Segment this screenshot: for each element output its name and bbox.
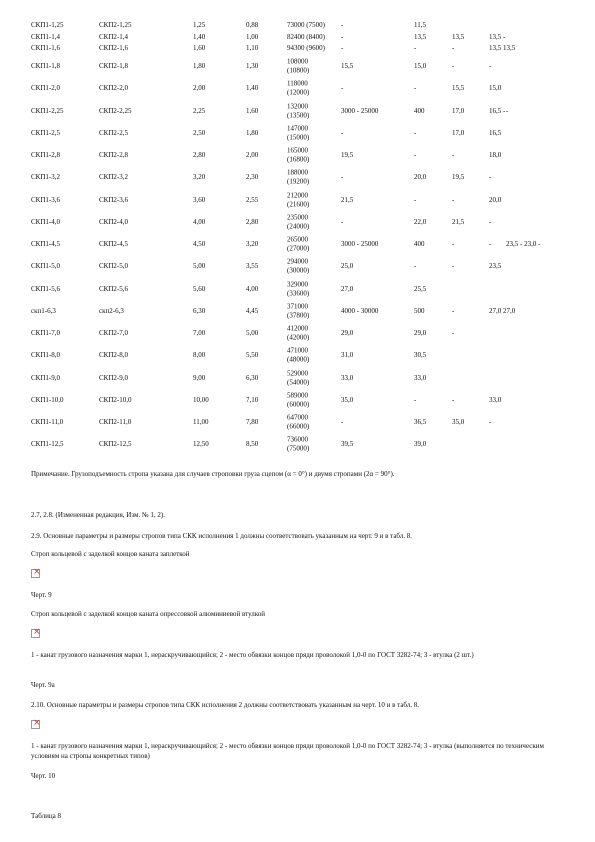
table-cell: 1,80 [193, 61, 206, 70]
table-cell: 4,00 [246, 284, 259, 293]
table-row [0, 78, 595, 98]
table-cell: 8,00 [193, 350, 206, 359]
table-cell: 9,00 [193, 373, 206, 382]
table-cell: 17,0 [452, 106, 465, 115]
table-cell: 33,0 [414, 373, 427, 382]
table-cell: 3,60 [193, 195, 206, 204]
table-cell: СКП1-2,8 [31, 150, 60, 159]
table-cell: СКП2-1,25 [99, 20, 132, 29]
table-cell: 329000 (33600) [287, 280, 310, 297]
table-cell: 165000 (16800) [287, 146, 310, 163]
table-row [0, 390, 595, 410]
table-label: Таблица 8 [31, 812, 61, 820]
table-cell: 27,0 27,0 [489, 306, 516, 315]
table-cell: 471000 (48000) [287, 346, 310, 363]
table-cell: 15,0 [414, 61, 427, 70]
table-cell: СКП2-1,8 [99, 61, 128, 70]
table-cell: 5,00 [246, 328, 259, 337]
table-cell: 15,5 [452, 83, 465, 92]
table-cell: 13,5 [452, 32, 465, 41]
table-cell: СКП2-4,5 [99, 239, 128, 248]
table-cell: - [414, 395, 417, 404]
table-cell: СКП2-8,0 [99, 350, 128, 359]
table-cell: 1,40 [246, 83, 259, 92]
table-cell: 15,0 [489, 83, 502, 92]
table-cell: 500 [414, 306, 425, 315]
table-cell: 3,55 [246, 261, 259, 270]
table-cell: СКП1-4,0 [31, 217, 60, 226]
table-cell: 30,5 [414, 350, 427, 359]
table-cell: 5,00 [193, 261, 206, 270]
table-cell: 188000 (19200) [287, 168, 310, 185]
table-cell: 16,5 [489, 128, 502, 137]
figure-legend: 1 - канат грузового назначения марки 1, нераскручивающийся; 2 - место обвязки концов пряди проволокой 1,0-0 по ГОСТ 3282-74; 3 - втулка (2 шт.) [31, 651, 474, 659]
table-cell: - [414, 150, 417, 159]
table-cell: - [341, 83, 344, 92]
table-cell: 3,20 [193, 172, 206, 181]
table-cell: 39,0 [414, 439, 427, 448]
table-cell: 2,80 [193, 150, 206, 159]
broken-image-icon [31, 629, 40, 638]
table-cell: 589000 (60000) [287, 391, 310, 408]
table-cell: 20,0 [489, 195, 502, 204]
table-cell: СКП2-11,0 [99, 417, 132, 426]
table-cell: 132000 (13500) [287, 102, 310, 119]
table-row [0, 279, 595, 299]
table-cell: СКП2-10,0 [99, 395, 132, 404]
table-cell: СКП1-3,6 [31, 195, 60, 204]
table-cell: СКП1-7,0 [31, 328, 60, 337]
table-cell: 13,5 [414, 32, 427, 41]
table-cell: 35,0 [341, 395, 354, 404]
table-cell: 7,00 [193, 328, 206, 337]
table-cell: - [452, 306, 455, 315]
edit-note: 2.7, 2.8. (Измененная редакция, Изм. № 1, 2). [31, 511, 165, 519]
table-cell: 12,50 [193, 439, 209, 448]
table-cell: СКП1-5,6 [31, 284, 60, 293]
table-cell: 400 [414, 106, 425, 115]
table-row [0, 190, 595, 210]
table-cell: - [452, 43, 455, 52]
paragraph-2-10: 2.10. Основные параметры и размеры стропов типа СКК исполнения 2 должны соответствовать указанным на черт. 10 и в табл. 8. [31, 701, 420, 709]
table-cell: 7,10 [246, 395, 259, 404]
table-cell: СКП1-5,0 [31, 261, 60, 270]
table-cell: 82400 (8400) [287, 32, 325, 41]
table-cell: 29,0 [414, 328, 427, 337]
table-cell: 29,0 [341, 328, 354, 337]
table-cell: 16,5 - [489, 106, 506, 115]
table-row [0, 345, 595, 365]
table-cell: 5,50 [246, 350, 259, 359]
table-cell: 3000 - 25000 [341, 106, 379, 115]
broken-image-icon [31, 720, 40, 729]
table-cell: СКП1-10,0 [31, 395, 64, 404]
table-cell: 212000 (21600) [287, 191, 310, 208]
table-cell: - [489, 172, 492, 181]
table-cell: 20,0 [414, 172, 427, 181]
table-cell: СКП1-3,2 [31, 172, 60, 181]
table-cell: 11,00 [193, 417, 209, 426]
table-cell: 4000 - 30000 [341, 306, 379, 315]
table-cell: 736000 (75000) [287, 435, 310, 452]
table-cell: СКП1-2,5 [31, 128, 60, 137]
table-cell: 13,5 - [489, 32, 506, 41]
table-cell: 1,40 [193, 32, 206, 41]
figure-legend: 1 - канат грузового назначения марки 1, нераскручивающийся; 2 - место обвязки концов пряди проволокой 1,0-0 по ГОСТ 3282-74; 3 - втулка (выполняется по техническим условиям на стропы конкретных типов) [31, 742, 544, 760]
table-cell: 0,88 [246, 20, 259, 29]
table-cell: - [341, 128, 344, 137]
table-row [0, 323, 595, 343]
table-cell: 5,60 [193, 284, 206, 293]
table-cell: СКП2-3,6 [99, 195, 128, 204]
table-cell: - [341, 43, 344, 52]
table-cell: 23,5 - 23,0 - [506, 239, 541, 248]
table-cell: 33,0 [489, 395, 502, 404]
table-cell: СКП2-7,0 [99, 328, 128, 337]
table-cell: СКП1-8,0 [31, 350, 60, 359]
table-note: Примечание. Грузоподъемность стропа указана для случаев строповки груза сцепом (α = 0°) и двумя стропами (2α = 90°). [31, 470, 395, 478]
table-row [0, 212, 595, 232]
table-row [0, 368, 595, 388]
table-cell: 2,25 [193, 106, 206, 115]
table-cell: 18,0 [489, 150, 502, 159]
table-cell: 1,30 [246, 61, 259, 70]
table-cell: - [452, 239, 455, 248]
table-cell: - [489, 217, 492, 226]
table-cell: 25,5 [414, 284, 427, 293]
table-cell: 21,5 [452, 217, 465, 226]
table-cell: 19,5 [341, 150, 354, 159]
figure-caption: Строп кольцевой с заделкой концов каната заплеткой [31, 550, 190, 558]
table-cell: 108000 (10800) [287, 57, 310, 74]
table-cell: 1,60 [246, 106, 259, 115]
table-row [0, 101, 595, 121]
table-row [0, 123, 595, 143]
table-cell: 21,5 [341, 195, 354, 204]
table-cell: - [414, 261, 417, 270]
table-cell: 27,0 [341, 284, 354, 293]
table-cell: - [452, 261, 455, 270]
table-row [0, 301, 595, 321]
table-cell: 6,30 [246, 373, 259, 382]
table-cell: 94300 (9600) [287, 43, 325, 52]
table-cell: - [452, 195, 455, 204]
table-cell: - [341, 217, 344, 226]
table-cell: 73000 (7500) [287, 20, 325, 29]
table-cell: - [414, 195, 417, 204]
table-cell: 1,80 [246, 128, 259, 137]
table-row [0, 234, 595, 254]
table-cell: 39,5 [341, 439, 354, 448]
paragraph-2-9: 2.9. Основные параметры и размеры стропов типа СКК исполнения 1 должны соответствовать указанным на черт. 9 и в табл. 8. [31, 532, 413, 540]
table-cell: 10,00 [193, 395, 209, 404]
table-cell: СКП2-1,6 [99, 43, 128, 52]
table-cell: СКП1-2,0 [31, 83, 60, 92]
table-cell: - [341, 20, 344, 29]
table-cell: СКП1-1,6 [31, 43, 60, 52]
table-cell: - [452, 395, 455, 404]
table-cell: 35,0 [452, 417, 465, 426]
table-cell: 23,5 [489, 261, 502, 270]
table-cell: - [489, 61, 492, 70]
table-cell: 8,50 [246, 439, 259, 448]
table-row [0, 434, 595, 454]
broken-image-icon [31, 569, 40, 578]
table-cell: 2,30 [246, 172, 259, 181]
figure-label: Черт. 9а [31, 681, 55, 689]
table-cell: скп1-6,3 [31, 306, 56, 315]
table-row [0, 145, 595, 165]
table-cell: - [452, 150, 455, 159]
table-cell: 2,00 [246, 150, 259, 159]
table-cell: СКП2-3,2 [99, 172, 128, 181]
table-cell: 36,5 [414, 417, 427, 426]
table-cell: - [452, 328, 455, 337]
table-cell: 3000 - 25000 [341, 239, 379, 248]
table-row [0, 256, 595, 276]
table-cell: 1,10 [246, 43, 259, 52]
table-cell: - [414, 128, 417, 137]
table-cell: 400 [414, 239, 425, 248]
table-cell: 4,50 [193, 239, 206, 248]
table-row [0, 38, 595, 58]
table-cell: СКП2-2,0 [99, 83, 128, 92]
table-cell: 22,0 [414, 217, 427, 226]
table-cell: - [414, 43, 417, 52]
table-cell: СКП1-12,5 [31, 439, 64, 448]
table-cell: - [341, 417, 344, 426]
table-cell: 1,25 [193, 20, 206, 29]
table-cell: 19,5 [452, 172, 465, 181]
table-cell: 147000 (15000) [287, 124, 310, 141]
table-cell: СКП2-5,0 [99, 261, 128, 270]
table-cell: 2,55 [246, 195, 259, 204]
figure-label: Черт. 10 [31, 772, 56, 780]
table-cell: СКП2-4,0 [99, 217, 128, 226]
figure-label: Черт. 9 [31, 591, 52, 599]
table-cell: 33,0 [341, 373, 354, 382]
table-row [0, 56, 595, 76]
table-cell: - [341, 32, 344, 41]
table-cell: СКП2-2,25 [99, 106, 132, 115]
table-cell: 2,50 [193, 128, 206, 137]
table-row [0, 412, 595, 432]
table-cell: СКП2-5,6 [99, 284, 128, 293]
table-cell: 25,0 [341, 261, 354, 270]
table-cell: СКП1-1,4 [31, 32, 60, 41]
figure-caption: Строп кольцевой с заделкой концов каната опрессовкой алюминиевой втулкой [31, 610, 266, 618]
table-cell: СКП1-2,25 [31, 106, 64, 115]
table-cell: - [414, 83, 417, 92]
table-cell: 2,00 [193, 83, 206, 92]
table-cell: 529000 (54000) [287, 369, 310, 386]
table-cell: 1,60 [193, 43, 206, 52]
table-cell: 31,0 [341, 350, 354, 359]
table-cell: 371000 (37800) [287, 302, 310, 319]
table-cell: СКП2-12,5 [99, 439, 132, 448]
table-cell: 265000 (27000) [287, 235, 310, 252]
table-cell: скп2-6,3 [99, 306, 124, 315]
table-cell: 2,80 [246, 217, 259, 226]
table-cell: 11,5 [414, 20, 426, 29]
table-cell: 118000 (12000) [287, 79, 310, 96]
table-cell: 294000 (30000) [287, 257, 310, 274]
table-cell: СКП2-2,5 [99, 128, 128, 137]
table-cell: СКП1-1,8 [31, 61, 60, 70]
table-cell: СКП2-2,8 [99, 150, 128, 159]
table-cell: СКП1-9,0 [31, 373, 60, 382]
table-cell: - [341, 172, 344, 181]
table-cell: 4,00 [193, 217, 206, 226]
table-cell: - [506, 106, 509, 115]
table-cell: 6,30 [193, 306, 206, 315]
table-cell: - [452, 61, 455, 70]
table-cell: 4,45 [246, 306, 259, 315]
table-cell: СКП2-9,0 [99, 373, 128, 382]
table-cell: СКП1-11,0 [31, 417, 64, 426]
table-cell: СКП2-1,4 [99, 32, 128, 41]
table-cell: СКП1-4,5 [31, 239, 60, 248]
table-cell: - [489, 239, 492, 248]
table-cell: 17,0 [452, 128, 465, 137]
table-cell: 235000 (24000) [287, 213, 310, 230]
table-cell: 3,20 [246, 239, 259, 248]
table-cell: 7,80 [246, 417, 259, 426]
table-cell: 15,5 [341, 61, 354, 70]
table-cell: 1,00 [246, 32, 259, 41]
table-cell: 412000 (42000) [287, 324, 310, 341]
table-cell: - [489, 417, 492, 426]
table-cell: СКП1-1,25 [31, 20, 64, 29]
table-cell: 647000 (66000) [287, 413, 310, 430]
table-row [0, 167, 595, 187]
table-cell: 13,5 13,5 [489, 43, 516, 52]
